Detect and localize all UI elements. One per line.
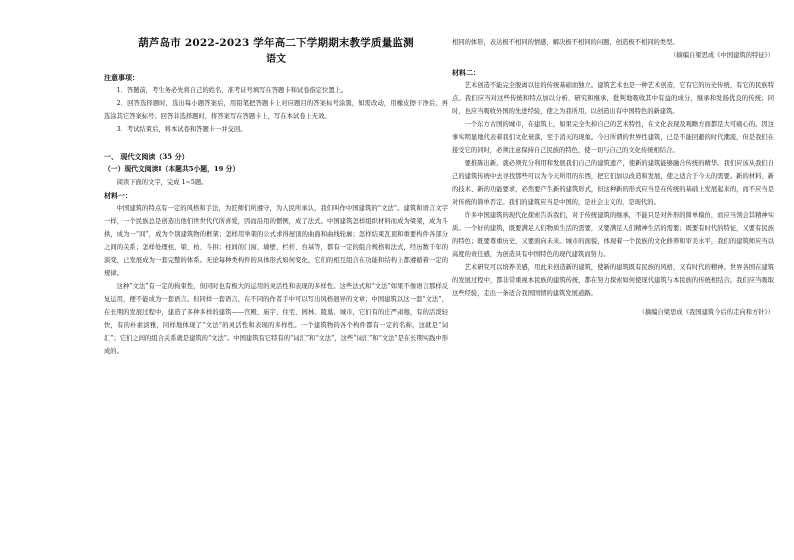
material-2-paragraph-4: 许多中国建筑的现代化探索告诉我们，对于传统建筑的继承，不能只是对外形的简单模仿，而应当领会其精神实质。一个好的建筑，既要满足人们物质生活的需要，又要满足人们精神生活的需要；既要有时代的特征，又要有民族的特色；既要尊重历史，又要面向未来。城市的面貌，体现着一个民族的文化修养和审美水平，我们的建筑师应当以高度的责任感，为创造具有中国特色的现代建筑而努力。	[452, 212, 774, 258]
material-2-paragraph-5: 艺术研究可以培养美感，用此来创造新的建筑，使新的建筑既有民族的风格，又有时代的精神。世界各国在建筑的发展过程中，都非常重视本民族的建筑传统，都在努力探索如何使现代建筑与本民族的传统相结合。我们应当吸取这些经验，走出一条适合我国国情的建筑发展道路。	[452, 264, 774, 297]
material-2-paragraph-1: 艺术创造不能完全脱离以往的传统基础而独立。建筑艺术也是一种艺术创造，它有它的历史传统，有它的民族特点。我们应当对这些传统和特点加以分析、研究和继承，批判地吸收其中有益的成分，继承和发扬优良的传统；同时，也应当吸收外国的先进经验，使之为我所用，以创造出有中国特色的新建筑。	[452, 82, 774, 115]
notice-item-3: 3．考试结束后，将本试卷和答题卡一并交回。	[116, 126, 247, 133]
material-2-paragraph-2: 一个东方古国的城市，在建筑上，如果完全失掉自己的艺术特性，在文化表现及观瞻方面都是大可痛心的。因这事实明显地代表着我们文化衰落，至于消灭的现象。今日所谓的世界性建筑，已是不能回避的时代潮流，但是我们在接受它的同时，必须注意保持自己民族的特色，使一切与自己的文化传统相结合。	[452, 121, 774, 154]
material-1-paragraph-1: 中国建筑的特点有一定的风格和手法，为匠师们所遵守，为人民所承认，我们叫作中国建筑的“文法”。建筑和语言文字一样，一个民族总是创造出他们世世代代所喜爱，因而沿用的惯例，成了法式。中国建筑怎样组织材料而成为梁架，成为斗拱，成为一“间”，成为个别建筑物的框架；怎样用举架的公式求得屋顶的曲面和曲线轮廓；怎样结束瓦顶和重要构件各部分之间的关系；怎样处理柱、梁、枋、斗拱；柱间的门窗、墙壁、栏杆、台基等，都有一定的组合规格和法式，经历数千年的演变，已发展成为一套完整的体系。无论每种类构件的具体形式如何变化，它们的相互组合在功能和结构上都遵循着一定的规律。	[104, 205, 448, 277]
material-1-paragraph-2: 这种“文法”有一定的拘束性，但同时也有极大的运用的灵活性和表现的多样性。这些法式和“文法”如果不像语言那样反复运用，便不能成为一套语言。但同样一套语言，在不同的作者手中可以写出风格迥异的文章；中国建筑以这一套“文法”，在长期的发展过程中，建造了多种多样的建筑——宫殿、庙宇、住宅、园林、陵墓、城市，它们有的庄严肃穆，有的活泼轻快，有的朴素淡雅，同样地体现了“文法”的灵活性和表现的多样性。一个建筑物的各个构件都有一定的名称，这就是“词汇”；它们之间的组合关系就是建筑的“文法”。中国建筑有它特有的“词汇”和“文法”，这些“词汇”和“文法”是在长期实践中形成的。	[104, 283, 448, 355]
material-2-label: 材料二：	[452, 68, 480, 77]
continued-text: 相同的体形，表达极不相同的情感，解决极不相同的问题，创造极不相同的类型。	[452, 39, 679, 46]
notice-item-1: 1．答题前，考生务必先将自己的姓名、准考证号填写在答题卡和试卷指定位置上。	[116, 87, 348, 94]
subsection-heading: （一）现代文阅读Ⅰ（本题共5小题，19 分）	[104, 165, 240, 173]
section-heading: 一、 现代文阅读（35 分）	[104, 152, 189, 161]
subject-title: 语文	[266, 54, 286, 65]
material-1-source: （摘编自梁思成《中国建筑的特征》）	[670, 52, 774, 59]
material-2-paragraph-3: 要推陈出新，就必须充分利用和发展我们自己的建筑遗产，使新的建筑能够融合传统的精华。我们应该从我们自己的建筑传统中去寻找那些可以为今天所用的东西，把它们加以改造和发展，使之适合于今天的需要。新的材料、新的技术、新的功能要求，必然要产生新的建筑形式，但这种新的形式应当是在传统的基础上发展起来的，而不应当是对传统的简单否定。我们的建筑应当是中国的，是社会主义的，是现代的。	[452, 160, 774, 206]
notice-item-2: 2．回答选择题时，选出每小题答案后，用铅笔把答题卡上对应题目的答案标号涂黑，如需改动，用橡皮擦干净后，再选涂其它答案标号；回答非选择题时，将答案写在答题卡上，写在本试卷上无效。	[104, 100, 448, 120]
material-2-source: （摘编自梁思成《我国建筑今后的走向和方针》）	[638, 309, 774, 316]
reading-instruction: 阅读下面的文字，完成 1~5题。	[116, 179, 208, 186]
left-column	[104, 0, 448, 358]
notice-heading: 注意事项：	[104, 73, 139, 82]
material-1-label: 材料一：	[104, 191, 132, 200]
page-title: 葫芦岛市 2022-2023 学年高二下学期期末教学质量监测	[138, 37, 414, 49]
right-column	[452, 0, 774, 319]
